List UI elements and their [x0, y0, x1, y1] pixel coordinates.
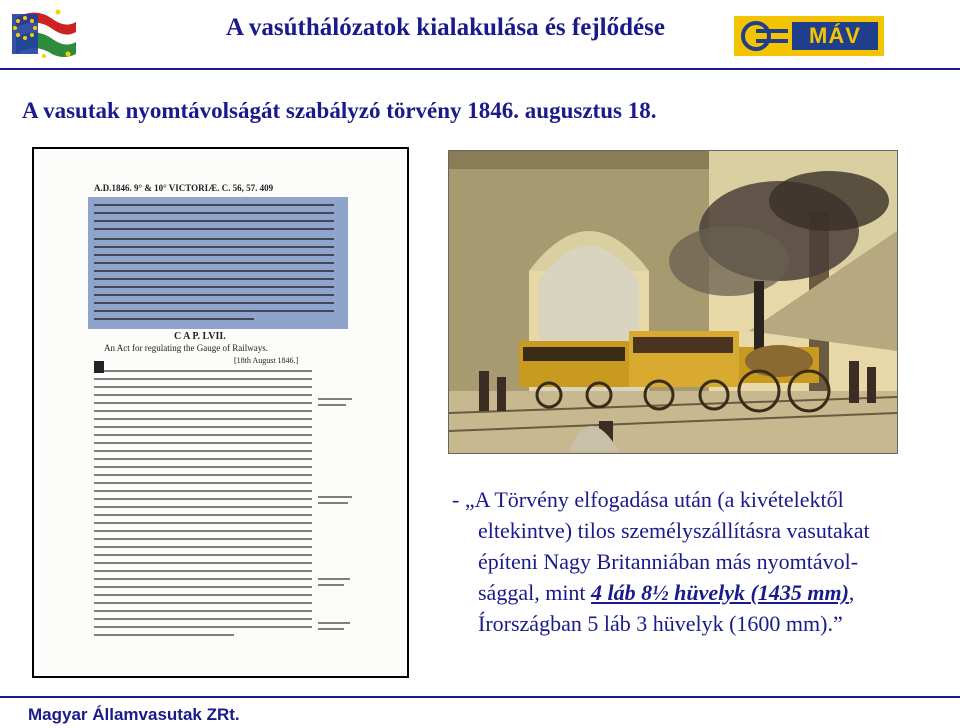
locomotive-painting — [448, 150, 898, 454]
mav-logo — [734, 16, 884, 56]
quote-text — [452, 484, 957, 639]
quote-line-1: - „A Törvény elfogadása után (a kivételektől — [452, 487, 844, 512]
mav-wheel-icon — [740, 20, 790, 52]
quote-line-2: eltekintve) tilos személyszállításra vasutakat — [478, 518, 870, 543]
footer-company-name: Magyar Államvasutak ZRt. — [28, 705, 240, 724]
quote-line-4 — [452, 577, 957, 608]
quote-line-3: építeni Nagy Britanniában más nyomtávol- — [478, 549, 859, 574]
svg-text:An Act for regulating the Gaug: An Act for regulating the Gauge of Railways. — [104, 343, 268, 353]
quote-line-4-pre: sággal, mint — [478, 580, 592, 605]
svg-text:[18th August 1846.]: [18th August 1846.] — [234, 356, 299, 365]
mav-logo-text: MÁV — [792, 22, 878, 50]
slide-subtitle: A vasutak nyomtávolságát szabályzó törvény 1846. augusztus 18. — [22, 98, 657, 123]
header-title: A vasúthálózatok kialakulása és fejlődése — [226, 14, 665, 41]
quote-line-4-post: , — [848, 580, 855, 605]
quote-line-5: Írországban 5 láb 3 hüvelyk (1600 mm).” — [478, 611, 843, 636]
header-divider — [0, 68, 960, 70]
gauge-highlight: 4 láb 8½ hüvelyk (1435 mm) — [591, 580, 849, 605]
svg-text:A.D.1846. 9° & 10° VICTOR: A.D.1846. 9° & 10° VICTORIÆ. C. 56, 57. 409 — [94, 183, 274, 193]
footer-divider — [0, 696, 960, 698]
act-document-scan — [32, 147, 409, 678]
eu-hungary-flag-logo — [8, 4, 80, 60]
svg-text:C A P. LVII.: C A P. LVII. — [174, 331, 226, 342]
